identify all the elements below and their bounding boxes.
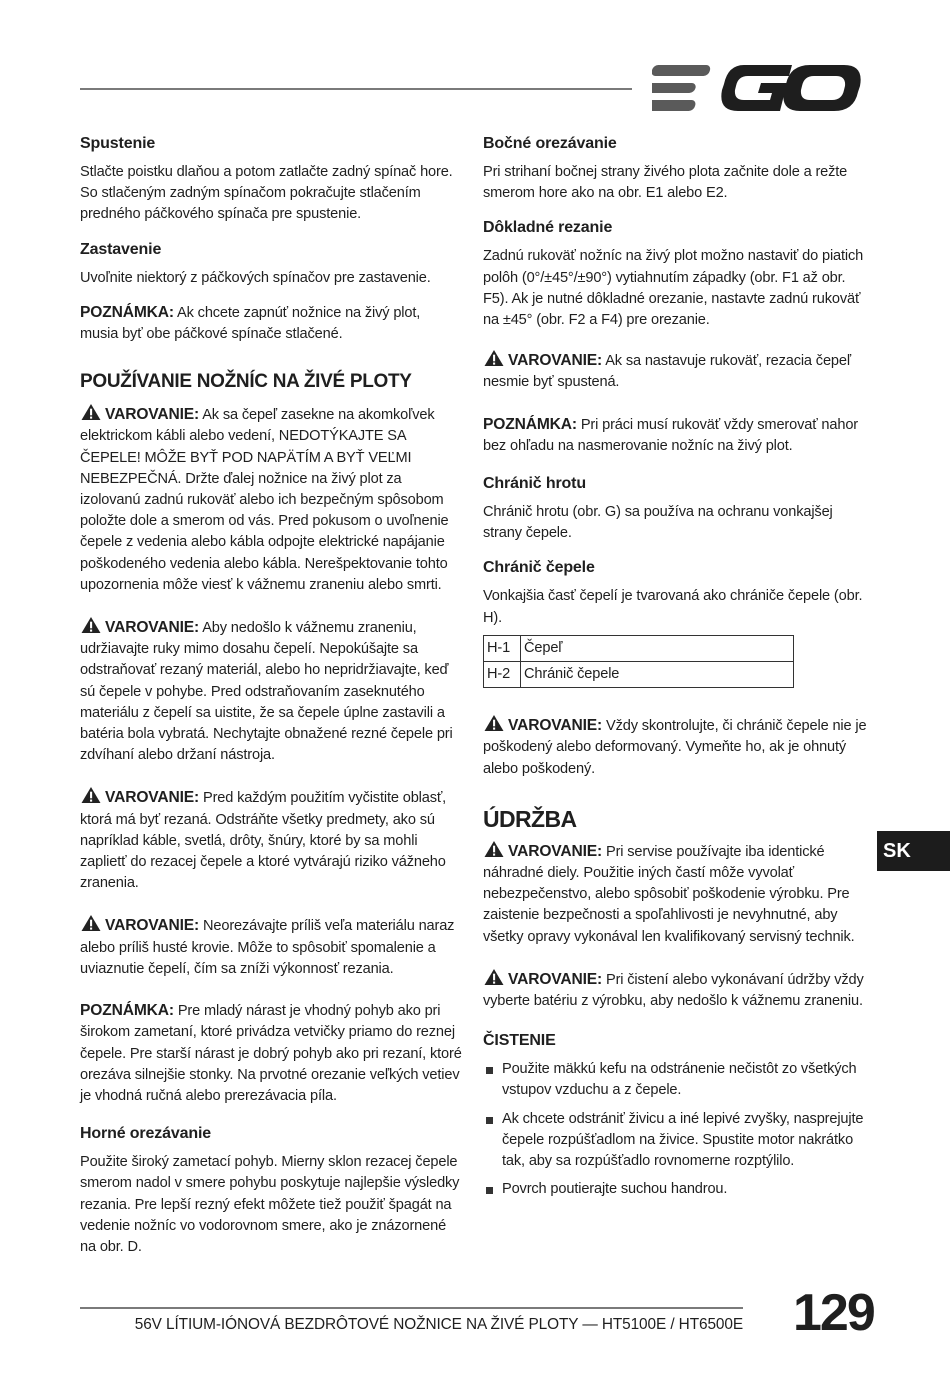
hrot-heading: Chránič hrotu xyxy=(483,475,586,493)
note-text: Pre mladý nárast je vhodný pohyb ako pri širokom zametaní, ktoré privádza vetvičky priamo do reznej čepele. Pre starší nárast je dobrý pohyb ako pri rezaní, ktoré orezáva silnejšie stonky. Na prvotné orezanie veľkých vetiev je vhodná ručná alebo prerezávacia píla. xyxy=(80,1003,462,1104)
warning-label: VAROVANIE: xyxy=(508,970,603,988)
part-code: H-1 xyxy=(484,635,521,661)
page-number: 129 xyxy=(793,1284,874,1342)
spustenie-text: Stlačte poistku dlaňou a potom zatlačte zadný spínač hore. So stlačeným zadným spínačom pokračujte stlačením predného páčkového spínača pre spustenie. xyxy=(80,164,453,223)
right-column xyxy=(483,133,867,1208)
footer-text: 56V LÍTIUM-IÓNOVÁ BEZDRÔTOVÉ NOŽNICE NA ŽIVÉ PLOTY — HT5100E / HT6500E xyxy=(134,1316,743,1333)
note-label: POZNÁMKA: xyxy=(483,415,577,433)
header-rule xyxy=(80,88,632,90)
dokladne-heading: Dôkladné rezanie xyxy=(483,219,613,237)
warning-label: VAROVANIE: xyxy=(508,842,603,860)
warning-2 xyxy=(80,616,462,766)
note-text: Pri práci musí rukoväť vždy smerovať nahor bez ohľadu na nasmerovanie nožníc na živý plot. xyxy=(483,416,859,454)
warning-label: VAROVANIE: xyxy=(105,789,200,807)
note-text: Ak chcete zapnúť nožnice na živý plot, musia byť obe páčkové spínače stlačené. xyxy=(80,304,421,343)
warning-label: VAROVANIE: xyxy=(508,352,603,370)
warning-icon xyxy=(483,968,505,986)
warning-text: Pri čistení alebo vykonávaní údržby vždy vyberte batériu z výrobku, aby nedošlo k vážnemu zraneniu. xyxy=(483,971,864,1010)
zastavenie-text: Uvoľnite niektorý z páčkových spínačov pre zastavenie. xyxy=(80,269,431,286)
warning-5 xyxy=(483,349,867,393)
part-name: Chránič čepele xyxy=(521,662,794,688)
warning-label: VAROVANIE: xyxy=(105,917,200,935)
dokladne-text: Zadnú rukoväť nožníc na živý plot možno nastaviť do piatich polôh (0°/±45°/±90°) vytiahnutím západky (obr. F1 až obr. F5). Ak je nutné dôkladné orezanie, nastavte zadnú rukoväť na ±45° (obr. F2 a F4) pre orezanie. xyxy=(483,248,864,329)
warning-icon xyxy=(80,786,102,804)
note-2 xyxy=(80,1000,462,1107)
warning-text: Vždy skontrolujte, či chránič čepele nie je poškodený alebo deformovaný. Vymeňte ho, ak je ohnutý alebo poškodený. xyxy=(483,718,867,777)
hrot-text: Chránič hrotu (obr. G) sa používa na ochranu vonkajšej strany čepele. xyxy=(483,504,833,542)
section-heading-usage: POUŽÍVANIE NOŽNÍC NA ŽIVÉ PLOTY xyxy=(80,371,412,393)
list-item: Ak chcete odstrániť živicu a iné lepivé zvyšky, nasprejujte čepele rozpúšťadlom na živice. Spustite motor nakrátko tak, aby sa rozpúšťadlo rovnomerne rozptýlilo. xyxy=(483,1109,867,1173)
note-label: POZNÁMKA: xyxy=(80,303,174,321)
warning-icon xyxy=(483,840,505,858)
bocne-text: Pri strihaní bočnej strany živého plota začnite dole a režte smerom hore ako na obr. E1 alebo E2. xyxy=(483,164,848,202)
note-1 xyxy=(80,302,462,345)
list-item: Použite mäkkú kefu na odstránenie nečistôt zo všetkých vstupov vzduchu a z čepele. xyxy=(483,1059,867,1101)
warning-label: VAROVANIE: xyxy=(105,619,200,637)
warning-6 xyxy=(483,714,867,780)
warning-text: Pred každým použitím vyčistite oblasť, ktorá má byť rezaná. Odstráňte všetky predmety, ako sú napríklad káble, svetlá, drôty, šnúry, ktoré by sa mohli zaplietť do rezacej čepele a ktoré vytvárajú riziko vážneho zranenia. xyxy=(80,790,447,892)
warning-icon xyxy=(80,914,102,932)
warning-8 xyxy=(483,968,867,1012)
horne-heading: Horné orezávanie xyxy=(80,1125,211,1143)
table-row xyxy=(484,662,794,688)
warning-4 xyxy=(80,914,462,980)
section-heading-maintenance: ÚDRŽBA xyxy=(483,805,577,832)
warning-text: Pri servise používajte iba identické náhradné diely. Použitie iných častí môže vyvolať nebezpečenstvo, alebo spôsobiť poškodenie výrobku. Pre zaistenie bezpečnosti a spoľahlivosti je nevyhnutné, aby všetky opravy vykonával len kvalifikovaný servisný technik. xyxy=(483,843,855,945)
cepele-heading: Chránič čepele xyxy=(483,559,595,577)
warning-icon xyxy=(80,616,102,634)
warning-1 xyxy=(80,403,462,596)
left-column xyxy=(80,133,462,1271)
language-tab: SK xyxy=(877,831,950,871)
warning-icon xyxy=(483,714,505,732)
part-name: Čepeľ xyxy=(521,635,794,661)
bocne-heading: Bočné orezávanie xyxy=(483,135,617,152)
spustenie-heading: Spustenie xyxy=(80,135,156,152)
cistenie-heading: ČISTENIE xyxy=(483,1032,556,1050)
warning-7 xyxy=(483,840,867,948)
list-item: Povrch poutierajte suchou handrou. xyxy=(483,1179,867,1200)
warning-icon xyxy=(80,403,102,421)
warning-label: VAROVANIE: xyxy=(105,406,200,424)
warning-text: Ak sa nastavuje rukoväť, rezacia čepeľ nesmie byť spustená. xyxy=(483,353,851,391)
ego-logo xyxy=(652,62,862,114)
warning-icon xyxy=(483,349,505,367)
note-label: POZNÁMKA: xyxy=(80,1002,174,1020)
warning-text: Ak sa čepeľ zasekne na akomkoľvek elektrickom kábli alebo vedení, NEDOTÝKAJTE SA ČEPELE! MÔŽE BYŤ POD NAPÄTÍM A BYŤ VEĽMI NEBEZPEČNÁ. Držte ďalej nožnice na živý plot za izolovanú zadnú rukoväť alebo ich bezpečným spôsobom položte dole a smerom od vás. Pred pokusom o uvoľnenie čepele z vedenia alebo kábla odpojte elektrické napájanie poškodeného vedenia alebo kábla. Nerešpektovanie tohto upozornenia môže viesť k vážnemu zraneniu alebo smrti. xyxy=(80,407,449,593)
table-row xyxy=(484,635,794,661)
footer-rule xyxy=(80,1307,743,1309)
cleaning-list xyxy=(483,1059,867,1200)
zastavenie-heading: Zastavenie xyxy=(80,240,162,258)
note-3 xyxy=(483,414,867,457)
warning-text: Neorezávajte príliš veľa materiálu naraz alebo príliš husté krovie. Môže to spôsobiť spomalenie a uviaznutie čepelí, čím sa zníži výkonnosť rezania. xyxy=(80,918,455,977)
warning-text: Aby nedošlo k vážnemu zraneniu, udržiavajte ruky mimo dosahu čepelí. Nepokúšajte sa odstraňovať rezaný materiál, alebo ho nepridržiavajte, keď sú čepele v pohybe. Pred odstraňovaním zaseknutého materiálu z čepelí sa uistite, že sa čepele úplne zastavili a batéria bola vybratá. Nechytajte obnažené rezné čepele pri zdvíhaní alebo držaní nástroja. xyxy=(80,620,453,764)
warning-label: VAROVANIE: xyxy=(508,717,603,735)
horne-text: Použite široký zametací pohyb. Mierny sklon rezacej čepele smerom nadol v smere pohybu poskytuje najlepšie výsledky rezania. Pre lepší rezný efekt môžete tiež použiť špagát na vedenie nožníc vo vodorovnom smere, ako je znázornené na obr. D. xyxy=(80,1154,460,1255)
part-code: H-2 xyxy=(484,662,521,688)
cepele-text: Vonkajšia časť čepelí je tvarovaná ako chrániče čepele (obr. H). xyxy=(483,588,863,626)
parts-table xyxy=(483,635,794,688)
warning-3 xyxy=(80,786,462,894)
